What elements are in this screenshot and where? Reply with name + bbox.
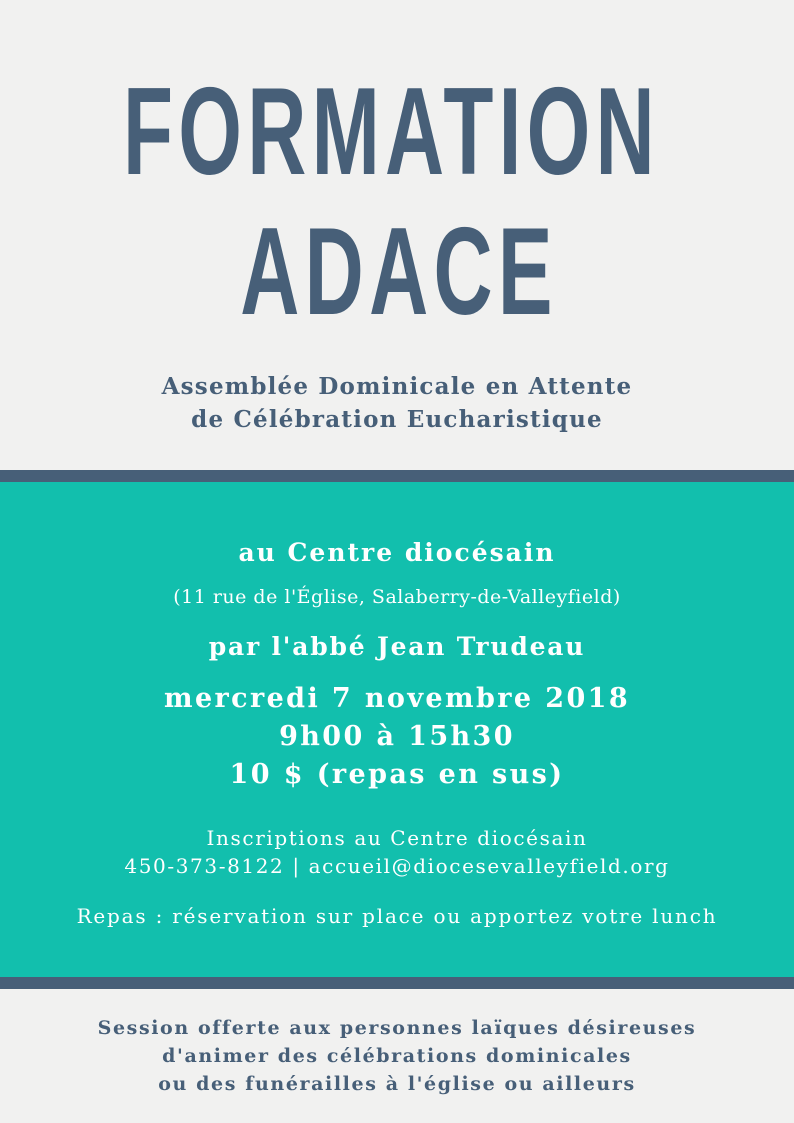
bottom-divider-bar bbox=[0, 977, 794, 989]
footer-description bbox=[0, 1014, 794, 1098]
footer-line-2: d'animer des célébrations dominicales bbox=[162, 1045, 632, 1067]
time-text: 9h00 à 15h30 bbox=[279, 721, 515, 752]
footer-line-1: Session offerte aux personnes laïques désireuses bbox=[97, 1017, 697, 1039]
venue-text: au Centre diocésain bbox=[238, 538, 556, 567]
registration-text: Inscriptions au Centre diocésain bbox=[206, 826, 588, 850]
meal-text: Repas : réservation sur place ou apportez votre lunch bbox=[76, 904, 718, 928]
subtitle-line-2: de Célébration Eucharistique bbox=[191, 406, 603, 433]
title-line-formation: FORMATION bbox=[122, 63, 660, 201]
date-text: mercredi 7 novembre 2018 bbox=[163, 683, 631, 714]
poster-title bbox=[0, 62, 794, 342]
top-divider-bar bbox=[0, 470, 794, 482]
price-text: 10 $ (repas en sus) bbox=[229, 759, 565, 790]
title-line-adace: ADACE bbox=[240, 203, 558, 341]
speaker-text: par l'abbé Jean Trudeau bbox=[208, 632, 586, 661]
contact-text: 450-373-8122 | accueil@diocesevalleyfield.org bbox=[124, 854, 670, 878]
poster-subtitle bbox=[0, 370, 794, 436]
footer-line-3: ou des funérailles à l'église ou ailleurs bbox=[158, 1073, 636, 1095]
subtitle-line-1: Assemblée Dominicale en Attente bbox=[161, 373, 633, 400]
address-text: (11 rue de l'Église, Salaberry-de-Valleyfield) bbox=[173, 586, 621, 608]
